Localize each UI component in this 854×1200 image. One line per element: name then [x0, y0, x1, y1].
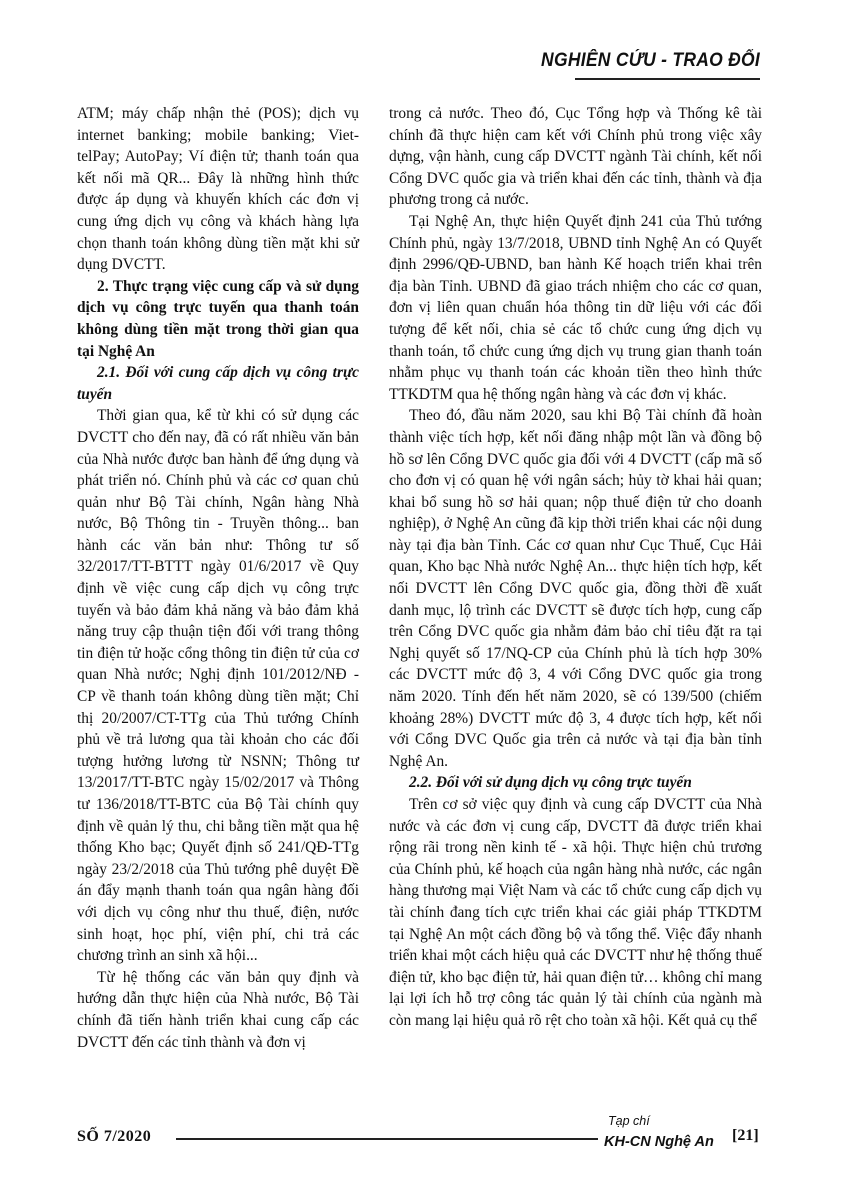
subsection-heading: 2.1. Đối với cung cấp dịch vụ công trực tuyến — [77, 364, 359, 403]
footer-rule — [176, 1138, 598, 1140]
paragraph: Thời gian qua, kể từ khi có sử dụng các DVCTT cho đến nay, đã có rất nhiều văn bản của Nhà nước được ban hành để ứng dụng và phát triển nó. Chính phủ và các cơ quan chủ quản như Bộ Tài chính, Ngân hàng Nhà nước, Bộ Thông tin - Truyền thông... ban hành các văn bản như: Thông tư số 32/2017/TT-BTTT ngày 01/6/2017 về Quy định về việc cung cấp dịch vụ công trực tuyến và bảo đảm khả năng và bảo đảm khả năng truy cập thuận tiện đối với trang thông tin điện tử hoặc cổng thông tin điện tử của cơ quan Nhà nước; Nghị định 101/2012/NĐ - CP về thanh toán không dùng tiền mặt; Chỉ thị 20/2007/CT-TTg của Thủ tướng Chính phủ về trả lương qua tài khoản cho các đối tượng hưởng lương từ NSNN; Thông tư 13/2017/TT-BTC ngày 15/02/2017 và Thông tư 136/2018/TT-BTC của Bộ Tài chính quy định về quản lý thu, chi bằng tiền mặt qua hệ thống Kho bạc; Quyết định số 241/QĐ-TTg ngày 23/2/2018 của Thủ tướng phê duyệt Đề án đẩy mạnh thanh toán qua ngân hàng đối với dịch vụ công như thu thuế, điện, nước sinh hoạt, học phí, viện phí, chi trả các chương trình an sinh xã hội... — [77, 407, 359, 965]
page-number: [21] — [732, 1127, 759, 1144]
header-rule — [575, 78, 760, 80]
paragraph: Từ hệ thống các văn bản quy định và hướng dẫn thực hiện của Nhà nước, Bộ Tài chính đã tiến hành triển khai cung cấp các DVCTT đến các tỉnh thành và đơn vị — [77, 968, 359, 1051]
paragraph: Theo đó, đầu năm 2020, sau khi Bộ Tài chính đã hoàn thành việc tích hợp, kết nối đăng nhập một lần và đồng bộ hồ sơ lên Cổng DVC quốc gia đối với 4 DVCTT (cấp mã số cho đơn vị có quan hệ với ngân sách; hủy tờ khai hải quan; khai bổ sung hồ sơ hải quan; nộp thuế điện tử cho doanh nghiệp), ở Nghệ An cũng đã kịp thời triển khai các nội dung này tại địa bàn Tỉnh. Các cơ quan như Cục Thuế, Cục Hải quan, Kho bạc Nhà nước Nghệ An... thực hiện tích hợp, kết nối DVCTT lên Cổng DVC quốc gia, đồng thời đề xuất danh mục, lộ trình các DVCTT sẽ được tích hợp, cung cấp trên Cổng DVC quốc gia nhằm đảm bảo chỉ tiêu đặt ra tại Nghị quyết số 17/NQ-CP của Chính phủ là tích hợp 30% các DVCTT mức độ 3, 4 với Cổng DVC quốc gia trong năm 2020. Tính đến hết năm 2020, sẽ có 139/500 (chiếm khoảng 28%) DVCTT mức độ 3, 4 được tích hợp, kết nối với Cổng DVC Quốc gia trên cả nước và tại địa bàn tỉnh Nghệ An. — [389, 407, 762, 770]
paragraph: ATM; máy chấp nhận thẻ (POS); dịch vụ internet banking; mobile banking; Viet-telPay; AutoPay; Ví điện tử; thanh toán qua kết nối mã QR... Đây là những hình thức được áp dụng và khuyến khích các đơn vị cung ứng dịch vụ công và khách hàng lựa chọn thanh toán không dùng tiền mặt khi sử dụng DVCTT. — [77, 105, 359, 274]
paragraph: Trên cơ sở việc quy định và cung cấp DVCTT của Nhà nước và các đơn vị cung cấp, DVCTT đã được triển khai rộng rãi trong nền kinh tế - xã hội. Thực hiện chủ trương của Chính phủ, kế hoạch của ngân hàng nhà nước, các ngân hàng thương mại Việt Nam và các tổ chức cung cấp dịch vụ tài chính đang tích cực triển khai các giải pháp TTKDTM tại Nghệ An một cách đồng bộ và tổng thể. Việc đẩy nhanh triển khai một cách hiệu quả các DVCTT như hệ thống thuế điện tử, kho bạc điện tử, hải quan điện tử… không chỉ mang lại lợi ích hỗ trợ công tác quản lý tài chính của ngành mà còn mang lại hiệu quả rõ rệt cho toàn xã hội. Kết quả cụ thể — [389, 796, 762, 1029]
right-column — [389, 103, 762, 1032]
paragraph: Tại Nghệ An, thực hiện Quyết định 241 của Thủ tướng Chính phủ, ngày 13/7/2018, UBND tỉnh Nghệ An có Quyết định 2996/QĐ-UBND, ban hành Kế hoạch triển khai trên địa bàn Tỉnh. UBND đã giao trách nhiệm cho các cơ quan, đơn vị liên quan chuẩn hóa thông tin dữ liệu với các đối tượng để kết nối, chia sẻ các tổ chức cung ứng dịch vụ thanh toán, tổ chức cung ứng dịch vụ trung gian thanh toán nhằm phục vụ thanh toán các khoản tiền theo hình thức TTKDTM qua hệ thống ngân hàng và các đơn vị khác. — [389, 212, 762, 403]
section-heading: 2. Thực trạng việc cung cấp và sử dụng dịch vụ công trực tuyến qua thanh toán không dùng tiền mặt trong thời gian qua tại Nghệ An — [77, 277, 359, 360]
left-column — [77, 103, 359, 1053]
issue-number: SỐ 7/2020 — [77, 1128, 152, 1145]
magazine-name: KH-CN Nghệ An — [604, 1134, 714, 1150]
paragraph: trong cả nước. Theo đó, Cục Tổng hợp và Thống kê tài chính đã thực hiện cam kết với Chính phủ trong việc xây dựng, vận hành, cung cấp DVCTT ngành Tài chính, kết nối Cổng DVC quốc gia và triển khai đến các tỉnh, thành và địa phương trong cả nước. — [389, 105, 762, 209]
journal-section-title: NGHIÊN CỨU - TRAO ĐỔI — [540, 50, 760, 71]
subsection-heading: 2.2. Đối với sử dụng dịch vụ công trực tuyến — [409, 774, 692, 792]
magazine-label: Tạp chí — [608, 1114, 650, 1128]
